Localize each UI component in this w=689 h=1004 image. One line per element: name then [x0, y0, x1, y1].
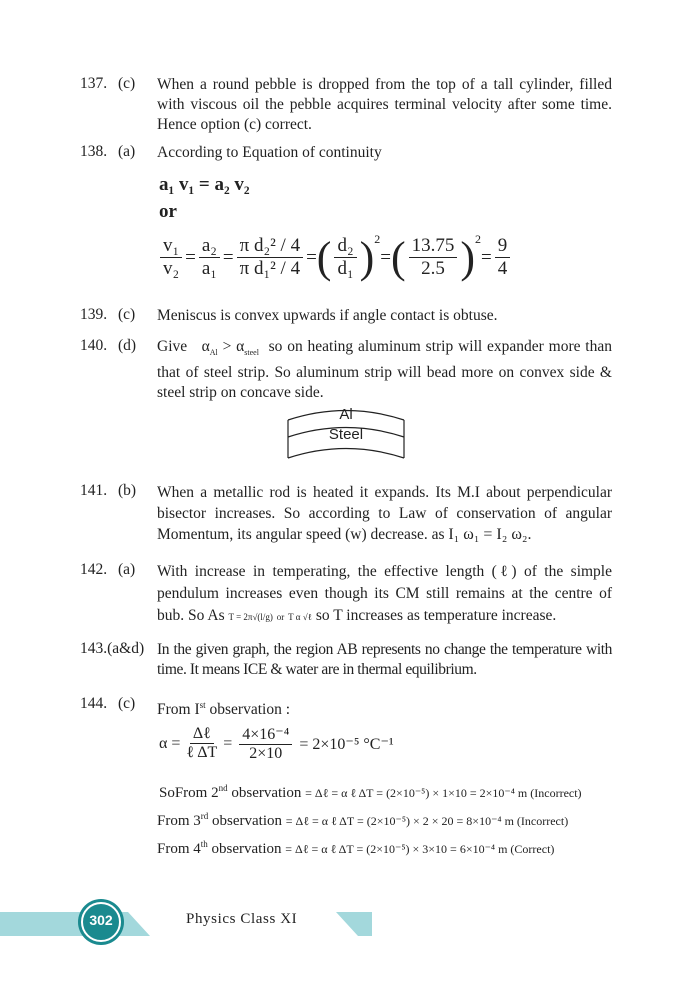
answer-option: (a) [118, 143, 136, 160]
alpha-equation [159, 724, 394, 763]
frac-den: ℓ ΔT [186, 744, 218, 761]
answer-text: From Ist observation : [157, 700, 291, 719]
continuity-equation: a₁ v₁ = a₂ v₂ [159, 174, 250, 195]
observation-line: From 3rd observation = Δℓ = α ℓ ΔT = (2×10⁻⁵) × 2 × 20 = 8×10⁻⁴ m (Incorrect) [157, 811, 569, 829]
question-number: 138. [80, 143, 108, 160]
frac-num: a₂ [199, 235, 220, 258]
question-number: 141. [80, 482, 108, 499]
alpha-label: α = [159, 734, 181, 752]
question-number: 137. [80, 75, 108, 92]
equals: = [222, 246, 234, 268]
frac-num: 13.75 [409, 235, 458, 258]
diagram-label-al: Al [339, 406, 353, 423]
equals: = [306, 246, 317, 268]
period-formula: T = 2π√(l/g) [228, 612, 273, 622]
answer-option: (c) [118, 695, 136, 712]
answer-text: When a round pebble is dropped from the top of a tall cylinder, filled with viscous oil the pebble acquires terminal velocity after some time. Hence option (c) correct. [157, 76, 612, 133]
text-part: With increase in temperating, the effective length (ℓ) of the simple pendulum increases even though its CM still remains at the centre of bub. So As [157, 563, 612, 624]
diagram-label-steel: Steel [328, 426, 364, 443]
frac-den: 4 [497, 258, 508, 279]
question-number: 140. [80, 337, 108, 354]
question-number: 139. [80, 306, 108, 323]
equals: = [481, 246, 492, 268]
answer-text [157, 482, 612, 545]
answer-option: (a) [118, 561, 136, 578]
alpha-result: = 2×10⁻⁵ °C⁻¹ [299, 735, 394, 753]
observation-line: SoFrom 2nd observation = Δℓ = α ℓ ΔT = (2×10⁻⁵) × 1×10 = 2×10⁻⁴ m (Incorrect) [159, 783, 582, 801]
answer-option: (d) [118, 337, 137, 354]
exponent: 2 [475, 232, 482, 246]
text-part: so T increases as temperature increase. [315, 607, 557, 624]
exponent: 2 [374, 232, 381, 246]
equals: = [380, 246, 391, 268]
answer-text: Meniscus is convex upwards if angle contact is obtuse. [157, 307, 498, 324]
equals: = [185, 246, 196, 268]
text-part: Give [157, 338, 188, 355]
answer-option: (c) [118, 75, 136, 92]
question-number: 143.(a&d) [80, 640, 145, 657]
question-number: 142. [80, 561, 108, 578]
or-label: or [276, 612, 285, 622]
frac-den: π d₁² / 4 [239, 258, 301, 279]
answer-text: In the given graph, the region AB represents no change the temperature with time. It means ICE & water are in thermal equilibrium. [157, 641, 612, 678]
frac-num: 4×16⁻⁴ [239, 724, 292, 745]
frac-den: 2×10 [249, 745, 283, 762]
angular-momentum-equation: I₁ ω₁ = I₂ ω₂. [448, 526, 532, 543]
question-number: 144. [80, 695, 108, 712]
frac-num: 9 [495, 235, 511, 258]
frac-den: v₂ [163, 258, 180, 279]
answer-text [157, 337, 612, 403]
book-title: Physics Class XI [186, 911, 298, 927]
frac-num: Δℓ [190, 725, 214, 744]
text-part: so on heating aluminum strip will expander more than that of steel strip. So aluminum strip will bead more on convex side & steel strip on concave side. [157, 338, 612, 402]
alpha-comparison: $\alpha_{Al} > \alpha_{steel}$ [201, 338, 259, 358]
proportionality: T α √ℓ [288, 612, 312, 622]
page-number: 302 [89, 912, 113, 928]
frac-num: v₁ [160, 235, 182, 258]
equals: = [223, 734, 233, 752]
answer-option: (b) [118, 482, 137, 499]
ratio-equation: $\frac{\text{v₁}}{\text{v₂}}$ = $\frac{\text{a₂}}{\text{a₁}}$ = $\frac{\text{π d₂² / 4}}{\text{π d₁² / 4}}$ = ( $\frac{\text{d₂}}{\text{d₁}}$ ) $^2$ = ( $\frac{13.75}{2.5}$ ) $^2$ = $\frac{9}{4}$ [157, 232, 513, 283]
answer-option: (c) [118, 306, 136, 323]
answer-text [157, 561, 612, 628]
frac-num: d₂ [334, 235, 356, 258]
frac-den: 2.5 [421, 258, 445, 279]
answer-text: According to Equation of continuity [157, 144, 382, 161]
observation-line: From 4th observation = Δℓ = α ℓ ΔT = (2×10⁻⁵) × 3×10 = 6×10⁻⁴ m (Correct) [157, 839, 555, 857]
frac-den: d₁ [337, 258, 354, 279]
or-label: or [159, 201, 177, 222]
frac-den: a₁ [201, 258, 217, 279]
frac-num: π d₂² / 4 [237, 235, 303, 258]
text-part: When a metallic rod is heated it expands. Its M.I about perpendicular bisector increases. So according to Law of conservation of angular Momentum, its angular speed (w) decrease. as [157, 484, 612, 543]
